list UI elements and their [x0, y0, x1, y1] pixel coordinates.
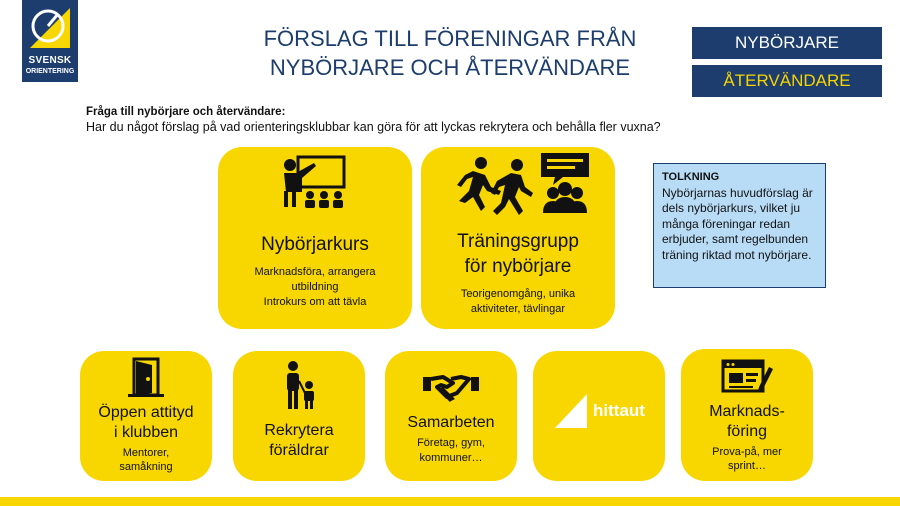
tolkning-box	[653, 163, 826, 288]
card-heading-line-1: Rekrytera	[264, 422, 334, 439]
card-sub-1: Mentorer,	[122, 447, 170, 459]
tag-atervandare: ÅTERVÄNDARE	[692, 65, 882, 97]
card-oppen-attityd	[80, 351, 212, 481]
bottom-accent-bar	[0, 497, 900, 506]
title-line-1: FÖRSLAG TILL FÖRENINGAR FRÅN	[263, 26, 637, 51]
tolkning-text: Nybörjarnas huvudförslag är dels nybörjarkurs, vilket ju många föreningar redan erbjuder, samt regelbunden träning riktad mot nybörjare.	[662, 185, 813, 262]
card-rekrytera-foraldrar	[233, 351, 365, 481]
orienteering-flag-icon	[26, 4, 74, 52]
card-nyborjarkurs	[218, 147, 412, 329]
question-text: Har du något förslag på vad orienteringsklubbar kan göra för att lyckas rekrytera och behålla fler vuxna?	[86, 120, 661, 134]
logo-text-orientering: ORIENTERING	[25, 68, 75, 75]
hittaut-logo-text: hittaut	[593, 401, 645, 420]
card-sub-3: Introkurs om att tävla	[263, 296, 367, 308]
card-heading: Samarbeten	[407, 414, 495, 431]
hittaut-logo	[533, 392, 665, 430]
card-sub-1: Prova-på, mer	[712, 446, 782, 458]
tag-nyborjare: NYBÖRJARE	[692, 27, 882, 59]
card-hittaut	[533, 351, 665, 481]
title-line-2: NYBÖRJARE OCH ÅTERVÄNDARE	[269, 55, 631, 80]
card-heading: Nybörjarkurs	[261, 234, 369, 255]
tolkning-title: TOLKNING	[662, 171, 720, 183]
handshake-icon	[385, 373, 517, 403]
parent-child-icon	[233, 361, 365, 411]
card-sub-2: samåkning	[119, 461, 173, 473]
card-heading-line-2: föring	[726, 423, 768, 440]
card-heading-line-1: Marknads-	[709, 403, 785, 420]
card-sub-2: utbildning	[291, 281, 339, 293]
card-heading-line-1: Träningsgrupp	[457, 231, 579, 252]
hittaut-logo-icon	[553, 392, 589, 430]
question-label: Fråga till nybörjare och återvändare:	[86, 106, 286, 118]
card-sub-2: aktiviteter, tävlingar	[470, 303, 566, 315]
teacher-icon	[218, 155, 412, 211]
card-sub-2: sprint…	[728, 460, 766, 472]
card-samarbeten	[385, 351, 517, 481]
card-sub-1: Företag, gym,	[417, 437, 485, 449]
card-sub-1: Teorigenomgång, unika	[460, 288, 576, 300]
card-sub-2: kommuner…	[419, 452, 483, 464]
logo-text-svensk: SVENSK	[28, 55, 72, 66]
browser-edit-icon	[681, 359, 813, 395]
door-icon	[80, 357, 212, 397]
card-traningsgrupp	[421, 147, 615, 329]
svensk-orientering-logo	[22, 0, 78, 82]
card-marknadsforing	[681, 349, 813, 481]
runners-chat-icon	[421, 151, 615, 217]
card-heading-line-1: Öppen attityd	[98, 404, 194, 421]
page-title	[230, 24, 670, 82]
card-heading-line-2: föräldrar	[269, 442, 329, 459]
card-heading-line-2: i klubben	[113, 424, 179, 441]
card-sub-1: Marknadsföra, arrangera	[254, 266, 376, 278]
card-heading-line-2: för nybörjare	[464, 256, 572, 277]
